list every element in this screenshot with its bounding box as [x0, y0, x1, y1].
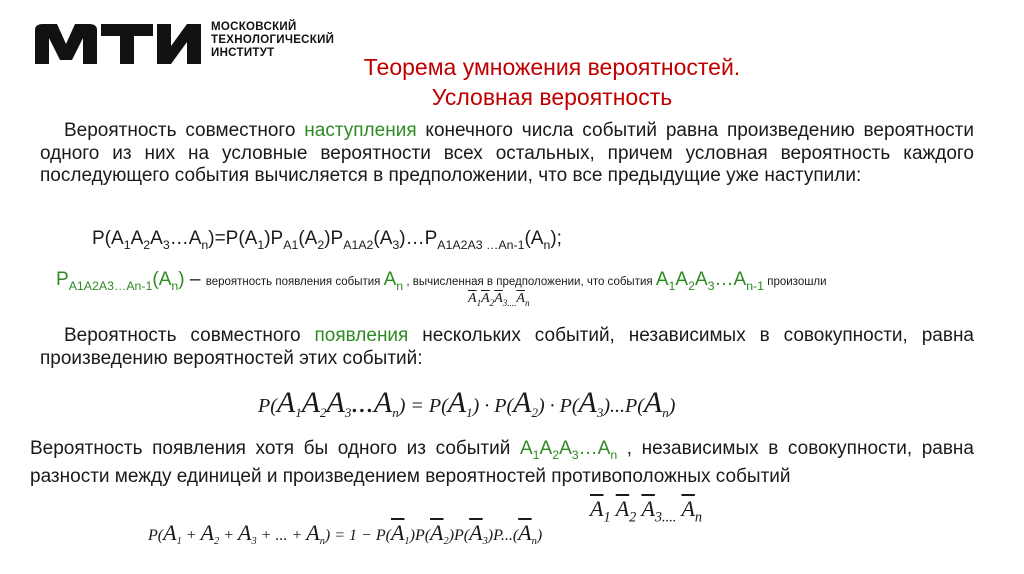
conditional-probability-note — [56, 269, 956, 308]
para1-highlight: наступления — [304, 120, 417, 141]
formula-at-least-one: $P(A_1 + A_2 + A_3$ + ... + $A_n) = 1 - P(\overline{A}_1)P(\overline{A}_2)P(\overline{A}_3)P...(\overline{A}_n)$ — [148, 520, 543, 548]
para1-before: Вероятность совместного — [64, 120, 305, 141]
para1-after: конечного числа событий равна произведению вероятности одного из них на условные вероятности всех остальных, причем условная вероятность каждого последующего события вычисляется в предположении, что все предыдущие уже наступили: — [40, 120, 974, 186]
note-events: $A_1A_2A_3\dots A_{n-1}$ — [655, 269, 765, 293]
formula-independent-product: $P(A_1A_2A_3...A_n) = P(A_1) \cdot P(A_2) \cdot P(A_3)...P(A_n)$ — [258, 386, 676, 420]
paragraph-at-least-one — [30, 438, 974, 489]
para3-before: Вероятность появления хотя бы одного из событий — [30, 438, 520, 459]
slide-title-line-2: Условная вероятность — [431, 84, 673, 110]
slide-title-line-1: Теорема умножения вероятностей. — [363, 54, 741, 80]
para3-after: , независимых в совокупности, равна разности между единицей и произведением вероятностей противоположных событий — [30, 438, 974, 488]
complement-events: $\overline{A}_1$ $\overline{A}_2$ $\overline{A}_{3....}$ $\overline{A}_n$ — [590, 496, 703, 526]
logo-line-2: ТЕХНОЛОГИЧЕСКИЙ — [211, 34, 335, 46]
note-event: $A_n$ — [383, 269, 404, 293]
note-desc-3: произошли — [764, 276, 827, 288]
note-desc-2: , вычисленная в предположении, что события — [403, 276, 656, 288]
para2-highlight: появления — [314, 325, 409, 346]
paragraph-theorem — [40, 120, 974, 188]
para3-events: $A_1A_2A_3\dots A_n$ — [519, 438, 618, 462]
note-desc-1: вероятность появления события — [205, 276, 384, 288]
para2-before: Вероятность совместного — [64, 325, 315, 346]
para2-after: нескольких событий, независимых в совокупности, равна произведению вероятностей этих событий: — [40, 325, 974, 369]
paragraph-independent — [40, 325, 974, 370]
note-p-label: $P_{A1A2A3\dots An-1}(A_n)$ — [56, 269, 185, 293]
logo-line-1: МОСКОВСКИЙ — [211, 21, 297, 33]
note-complement-events: $\overline{A}_1\overline{A}_2\overline{A}_{3....}\overline{A}_n$ — [468, 290, 530, 308]
logo-line-3: ИНСТИТУТ — [211, 47, 275, 59]
note-dash: – — [184, 269, 206, 290]
formula-general-product: $P(A_1A_2A_3\dots A_n)=P(A_1)P_{A1}(A_2)P_{A1A2}(A_3)\dots P_{A1A2A3 \dots An-1}(A_n)$; — [92, 228, 562, 252]
